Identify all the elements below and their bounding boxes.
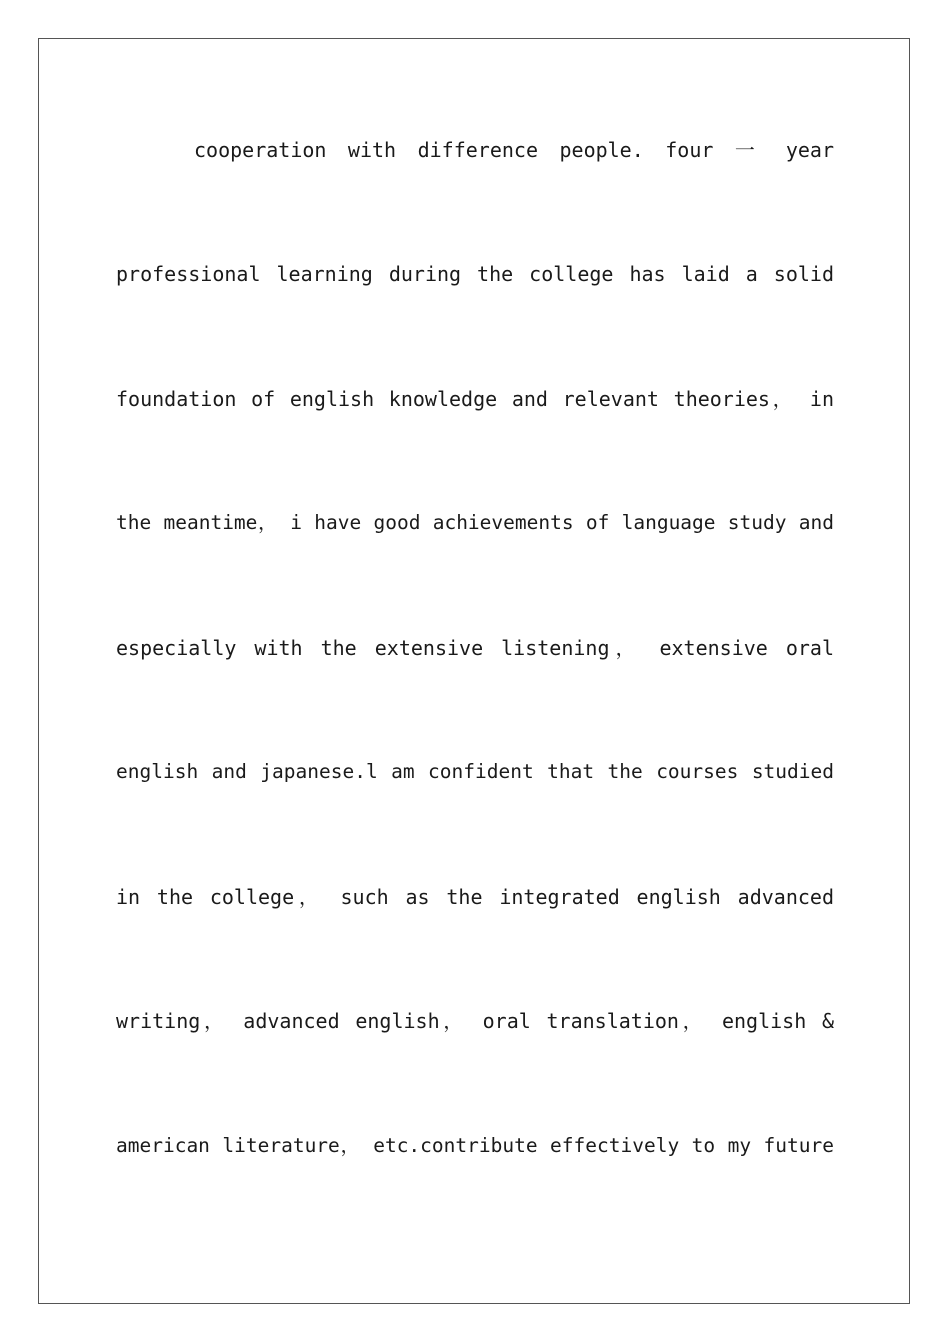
- paragraph-line: cooperation with difference people. four 一 year: [194, 138, 834, 162]
- paragraph-line: in the college， such as the integrated english advanced: [116, 885, 834, 909]
- paragraph-line: especially with the extensive listening， extensive oral: [116, 636, 834, 660]
- paragraph-line: writing， advanced english， oral translation， english &: [116, 1009, 834, 1033]
- paragraph-line: foundation of english knowledge and relevant theories， in: [116, 387, 834, 411]
- paragraph-line: professional learning during the college has laid a solid: [116, 262, 834, 286]
- page-border: [38, 38, 910, 1304]
- paragraph-line: english and japanese.l am confident that the courses studied: [116, 760, 834, 783]
- paragraph-line: the meantime， i have good achievements of language study and: [116, 511, 834, 534]
- paragraph-line: american literature， etc.contribute effectively to my future: [116, 1134, 834, 1157]
